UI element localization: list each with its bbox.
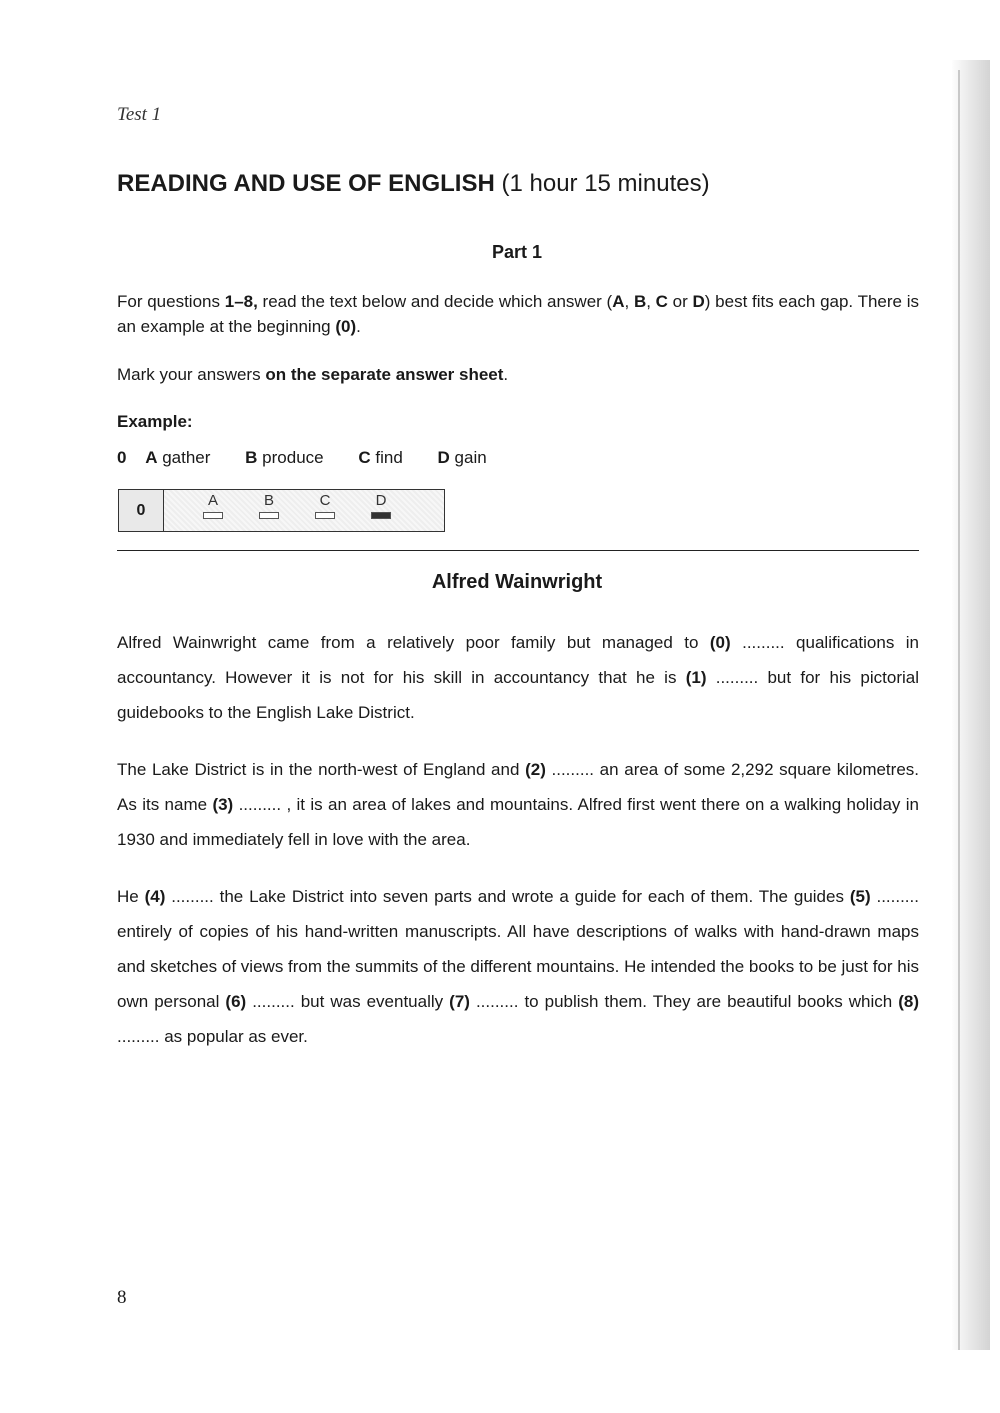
example-option-b: B produce [245, 448, 324, 467]
gap-1: (1) [685, 668, 707, 687]
gap-2: (2) [525, 760, 546, 779]
example-options [117, 448, 517, 468]
instr-text: ) best fits each gap. There is an example at the beginning [117, 292, 919, 336]
example-option-c: C find [358, 448, 403, 467]
instr-sep: , [624, 292, 634, 311]
page-edge-line [958, 70, 960, 1350]
instr-option-a: A [612, 292, 625, 311]
gap-3: (3) [212, 795, 234, 814]
instr-example-ref: (0) [335, 317, 357, 336]
instr-option-c: C [655, 292, 668, 311]
gap-8: (8) [898, 992, 920, 1011]
instr-text: For questions [117, 292, 225, 311]
instr-option-d: D [692, 292, 705, 311]
mark-emphasis: on the separate answer sheet [265, 365, 504, 384]
answer-bubble-c: C [313, 492, 337, 519]
mark-answers-paragraph [117, 362, 919, 387]
example-option-d: D gain [437, 448, 487, 467]
answer-sheet-number: 0 [119, 490, 164, 531]
instr-option-b: B [633, 292, 647, 311]
instr-range: 1–8, [224, 292, 258, 311]
example-option-a: A gather [145, 448, 211, 467]
section-divider [117, 550, 919, 551]
instr-sep: or [667, 292, 693, 311]
section-title-time: (1 hour 15 minutes) [501, 170, 710, 197]
passage-paragraph-1: Alfred Wainwright came from a relatively poor family but managed to (0) ......... qualifications in accountancy. However it is not for his skill in accountancy that he is (1) ......... but for his pictorial guidebooks to the English Lake District. [117, 633, 920, 722]
gap-5: (5) [849, 887, 871, 906]
answer-sheet-options [164, 490, 444, 531]
mark-text: Mark your answers [117, 365, 266, 384]
gap-6: (6) [225, 992, 247, 1011]
passage-paragraph-2: The Lake District is in the north-west of England and (2) ......... an area of some 2,292 square kilometres. As its name (3) ......... , it is an area of lakes and mountains. Alfred first went there on a walking holiday in 1930 and immediately fell in love with the area. [117, 760, 919, 849]
page-number: 8 [117, 1287, 127, 1308]
answer-bubble-b: B [257, 492, 281, 519]
passage-paragraph-3: He (4) ......... the Lake District into seven parts and wrote a guide for each of them. The guides (5) ......... entirely of copies of his hand-written manuscripts. All have descriptions of walks with hand-drawn maps and sketches of views from the summits of the different mountains. He intended the books to be just for his own personal (6) ......... but was eventually (7) ......... to publish them. They are beautiful books which (8) ......... as popular as ever. [117, 887, 920, 1046]
example-answer-sheet [118, 489, 445, 532]
example-label: Example: [117, 412, 193, 431]
instr-text: . [356, 317, 361, 336]
instr-sep: , [646, 292, 656, 311]
part-heading: Part 1 [491, 242, 543, 262]
section-title [117, 170, 710, 198]
gap-0: (0) [709, 633, 731, 652]
text-title: Alfred Wainwright [431, 571, 603, 593]
running-head: Test 1 [117, 104, 162, 125]
mark-text: . [503, 365, 509, 384]
instructions-paragraph [117, 289, 919, 339]
section-title-main: READING AND USE OF ENGLISH [117, 170, 495, 197]
answer-bubble-d-selected: D [369, 492, 393, 519]
answer-bubble-a: A [201, 492, 225, 519]
example-number: 0 [117, 448, 127, 467]
instr-text: read the text below and decide which answer ( [257, 292, 613, 311]
gap-4: (4) [144, 887, 166, 906]
gap-7: (7) [449, 992, 470, 1011]
